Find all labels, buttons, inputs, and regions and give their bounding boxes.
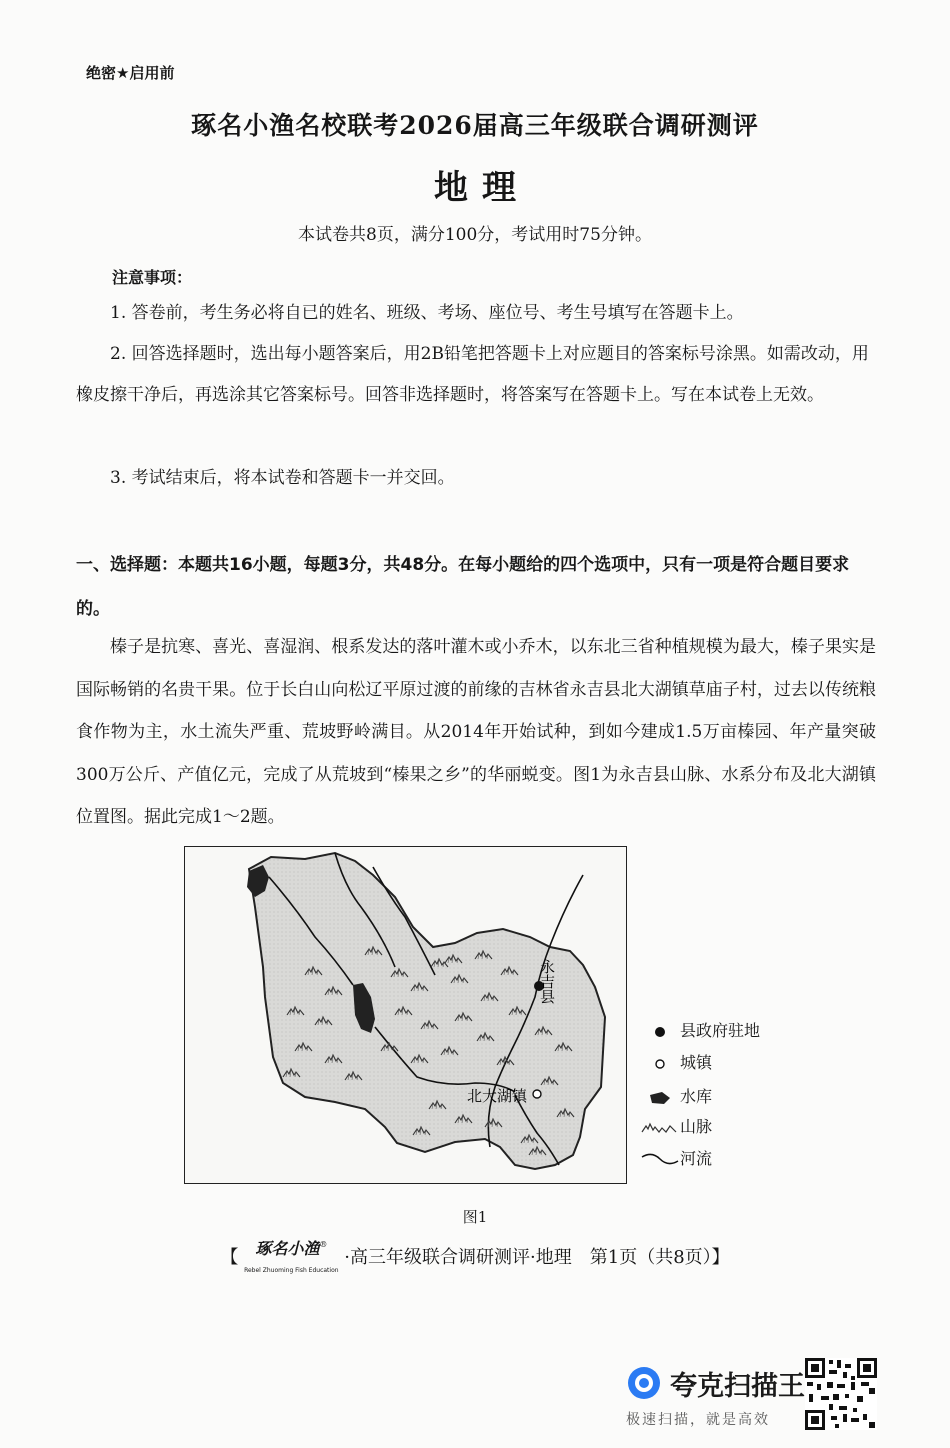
subject-title: 地理	[434, 168, 530, 208]
legend-county-seat: 县政府驻地	[640, 1018, 760, 1041]
town-marker	[533, 1090, 541, 1098]
scanner-logo-icon	[626, 1365, 662, 1401]
exam-title: 琢名小渔名校联考2026届高三年级联合调研测评	[191, 111, 759, 140]
exam-info: 本试卷共8页，满分100分，考试用时75分钟。	[298, 225, 652, 245]
legend-mountain: 山脉	[640, 1114, 712, 1137]
county-seat-icon	[640, 1023, 680, 1041]
map-figure	[184, 846, 627, 1184]
county-label: 永吉县	[538, 959, 556, 1004]
figure-caption: 图1	[462, 1208, 488, 1226]
map-svg	[185, 847, 626, 1183]
qr-code-icon	[805, 1358, 877, 1430]
notice-item-3: 3. 考试结束后，将本试卷和答题卡一并交回。	[110, 468, 455, 488]
town-label: 北大湖镇	[467, 1087, 528, 1105]
map-legend	[640, 1010, 820, 1180]
town-icon	[640, 1055, 680, 1073]
qr-code	[805, 1358, 877, 1430]
legend-river: 河流	[640, 1146, 712, 1169]
river-icon	[640, 1151, 680, 1169]
scanner-brand: 夸克扫描王	[670, 1371, 805, 1402]
notice-item-2: 2. 回答选择题时，选出每小题答案后，用2B铅笔把答题卡上对应题目的答案标号涂黑。如需改动，用橡皮擦干净后，再选涂其它答案标号。回答非选择题时，将答案写在答题卡上。写在本试卷上无效。	[76, 344, 869, 405]
notice-heading: 注意事项：	[112, 268, 193, 287]
section-heading: 一、选择题：本题共16小题，每题3分，共48分。在每小题给的四个选项中，只有一项是符合题目要求的。	[76, 555, 850, 619]
page-footer: 【 琢名小渔® Rebel Zhuoming Fish Education ·高三年级联合调研测评·地理 第1页（共8页）】	[220, 1239, 730, 1274]
county-region	[249, 853, 605, 1169]
footer-logo: 琢名小渔® Rebel Zhuoming Fish Education	[244, 1239, 339, 1274]
mountain-icon	[640, 1119, 680, 1137]
notice-item-1: 1. 答卷前，考生务必将自已的姓名、班级、考场、座位号、考生号填写在答题卡上。	[110, 303, 744, 323]
passage: 榛子是抗寒、喜光、喜湿润、根系发达的落叶灌木或小乔木，以东北三省种植规模为最大，榛子果实是国际畅销的名贵干果。位于长白山向松辽平原过渡的前缘的吉林省永吉县北大湖镇草庙子村，过去以传统粮食作物为主，水土流失严重、荒坡野岭满目。从2014年开始试种，到如今建成1.5万亩榛园、年产量突破300万公斤、产值亿元，完成了从荒坡到“榛果之乡”的华丽蜕变。图1为永吉县山脉、水系分布及北大湖镇位置图。据此完成1～2题。	[76, 637, 876, 828]
legend-town: 城镇	[640, 1050, 712, 1073]
confidential-label: 绝密★启用前	[86, 64, 175, 82]
scanner-slogan: 极速扫描，就是高效	[626, 1412, 770, 1428]
reservoir-icon	[640, 1089, 680, 1107]
legend-reservoir: 水库	[640, 1084, 712, 1107]
